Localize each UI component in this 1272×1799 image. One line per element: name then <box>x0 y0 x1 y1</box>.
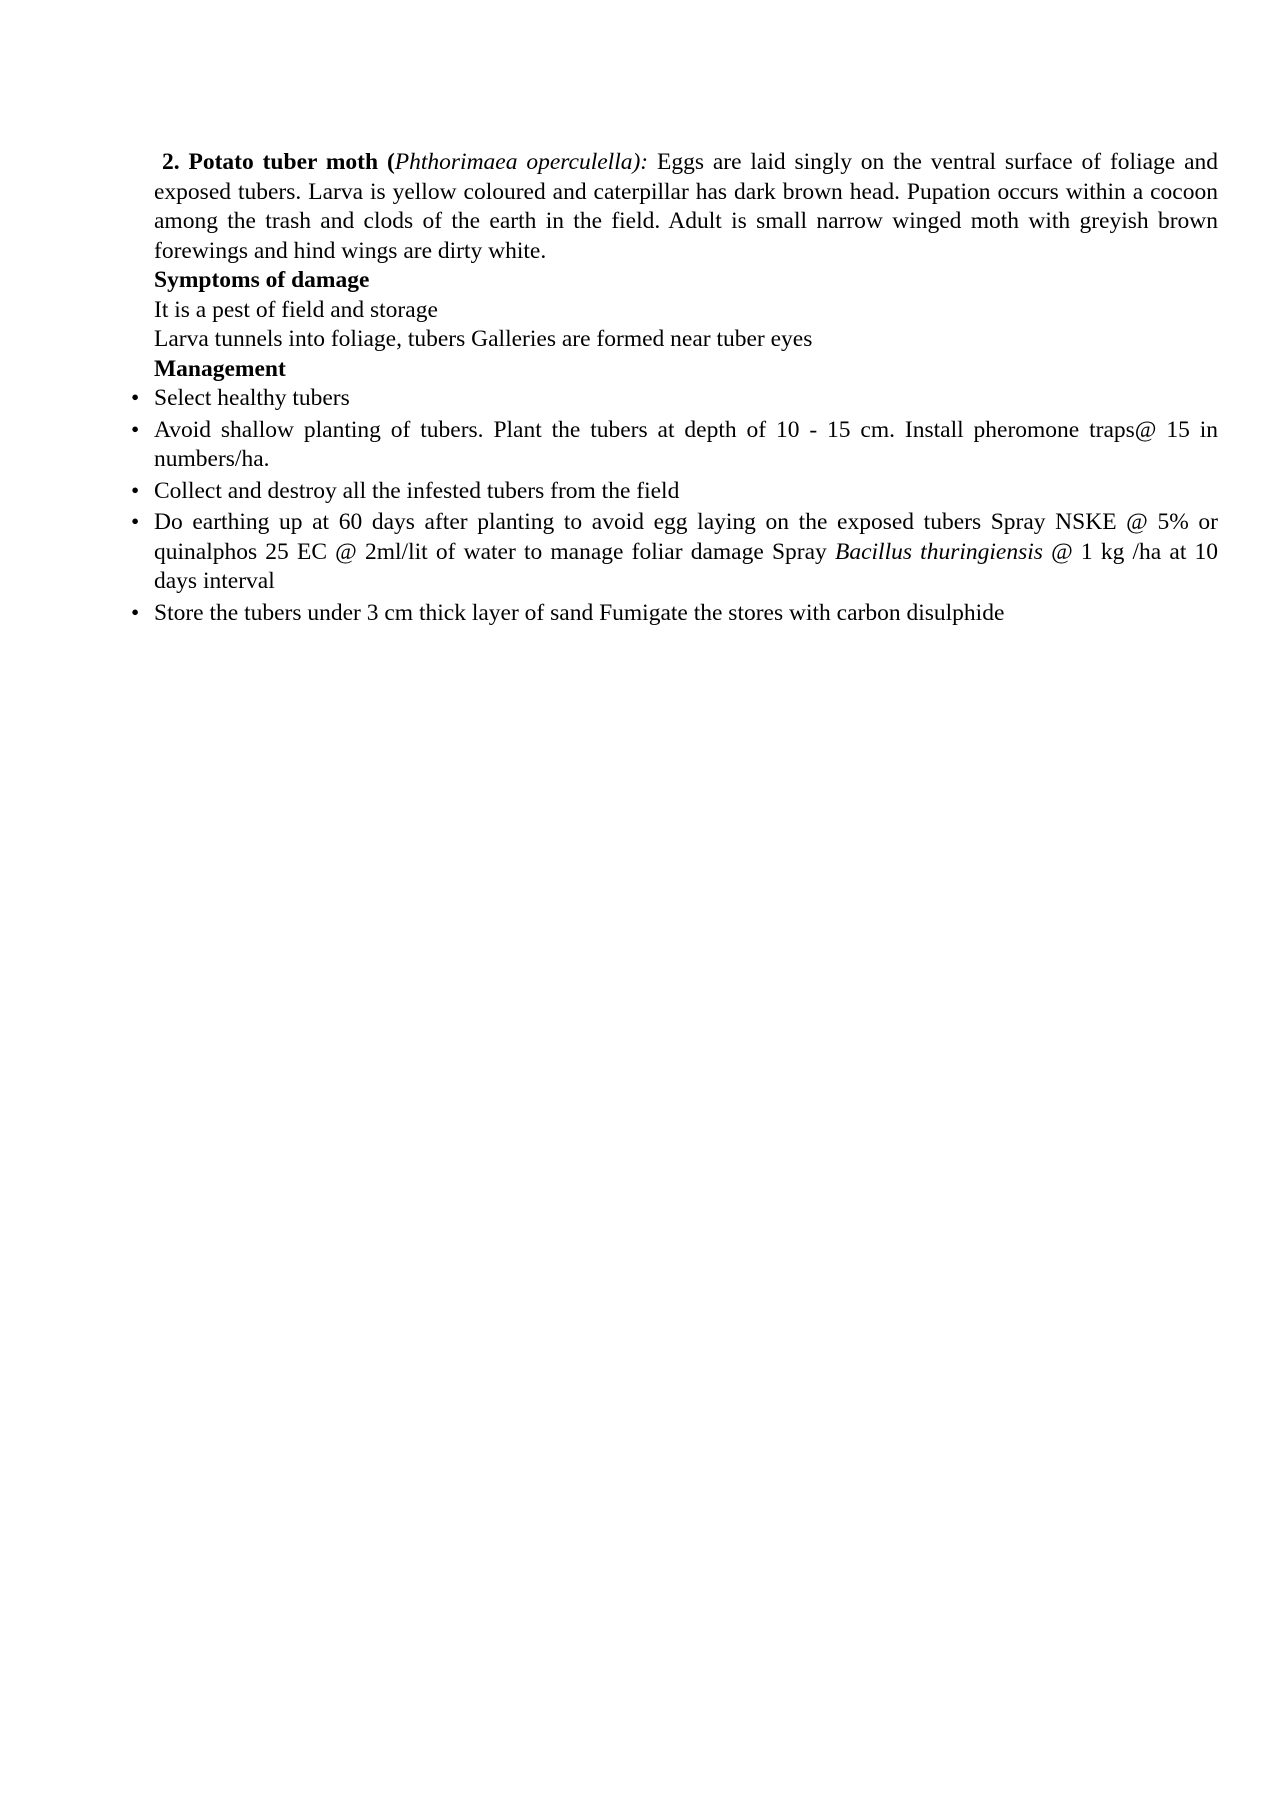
section-number: 2. <box>162 149 180 175</box>
management-item <box>131 384 1218 414</box>
management-list <box>131 384 1219 628</box>
open-paren: ( <box>386 149 395 175</box>
pest-title: Potato tuber moth <box>188 149 379 175</box>
symptom-line: Larva tunnels into foliage, tubers Galleries are formed near tuber eyes <box>154 326 813 352</box>
bullet-icon: • <box>131 509 140 535</box>
management-item-text: Store the tubers under 3 cm thick layer of sand Fumigate the stores with carbon disulphide <box>154 599 1005 626</box>
management-item-text-after: @ 1 kg /ha at 10 days interval <box>154 538 1219 594</box>
management-item <box>131 599 1218 629</box>
bullet-icon: • <box>131 385 140 411</box>
symptom-line: It is a pest of field and storage <box>154 296 438 323</box>
symptoms-heading: Symptoms of damage <box>154 267 370 293</box>
bullet-icon: • <box>131 599 140 626</box>
pest-intro-paragraph <box>154 148 1218 266</box>
management-heading: Management <box>154 355 286 382</box>
management-item <box>131 477 1218 507</box>
bullet-icon: • <box>131 416 140 443</box>
management-item <box>131 416 1218 475</box>
management-item <box>131 508 1219 597</box>
management-item-text: Do earthing up at 60 days after planting to avoid egg laying on the exposed tubers Spray NSKE @ 5% or quinalphos 25 EC @ 2ml/lit of water to manage foliar damage Spray <box>154 509 1218 565</box>
bullet-icon: • <box>131 477 140 504</box>
intro-lead <box>154 149 162 175</box>
management-item-text: Avoid shallow planting of tubers. Plant the tubers at depth of 10 - 15 cm. Install pheromone traps@ 15 in numbers/ha. <box>154 416 1218 472</box>
bacterium-name: Bacillus thuringiensis <box>834 538 1043 565</box>
scientific-name: Phthorimaea operculella): <box>394 149 649 175</box>
page-content <box>131 148 1219 630</box>
pest-description: Eggs are laid singly on the ventral surface of foliage and exposed tubers. Larva is yellow coloured and caterpillar has dark brown head. Pupation occurs within a cocoon among the trash and clods of the earth in the field. Adult is small narrow winged moth with greyish brown forewings and hind wings are dirty white. <box>154 149 1218 264</box>
management-item-text: Select healthy tubers <box>154 385 350 411</box>
management-item-text: Collect and destroy all the infested tubers from the field <box>154 477 680 504</box>
